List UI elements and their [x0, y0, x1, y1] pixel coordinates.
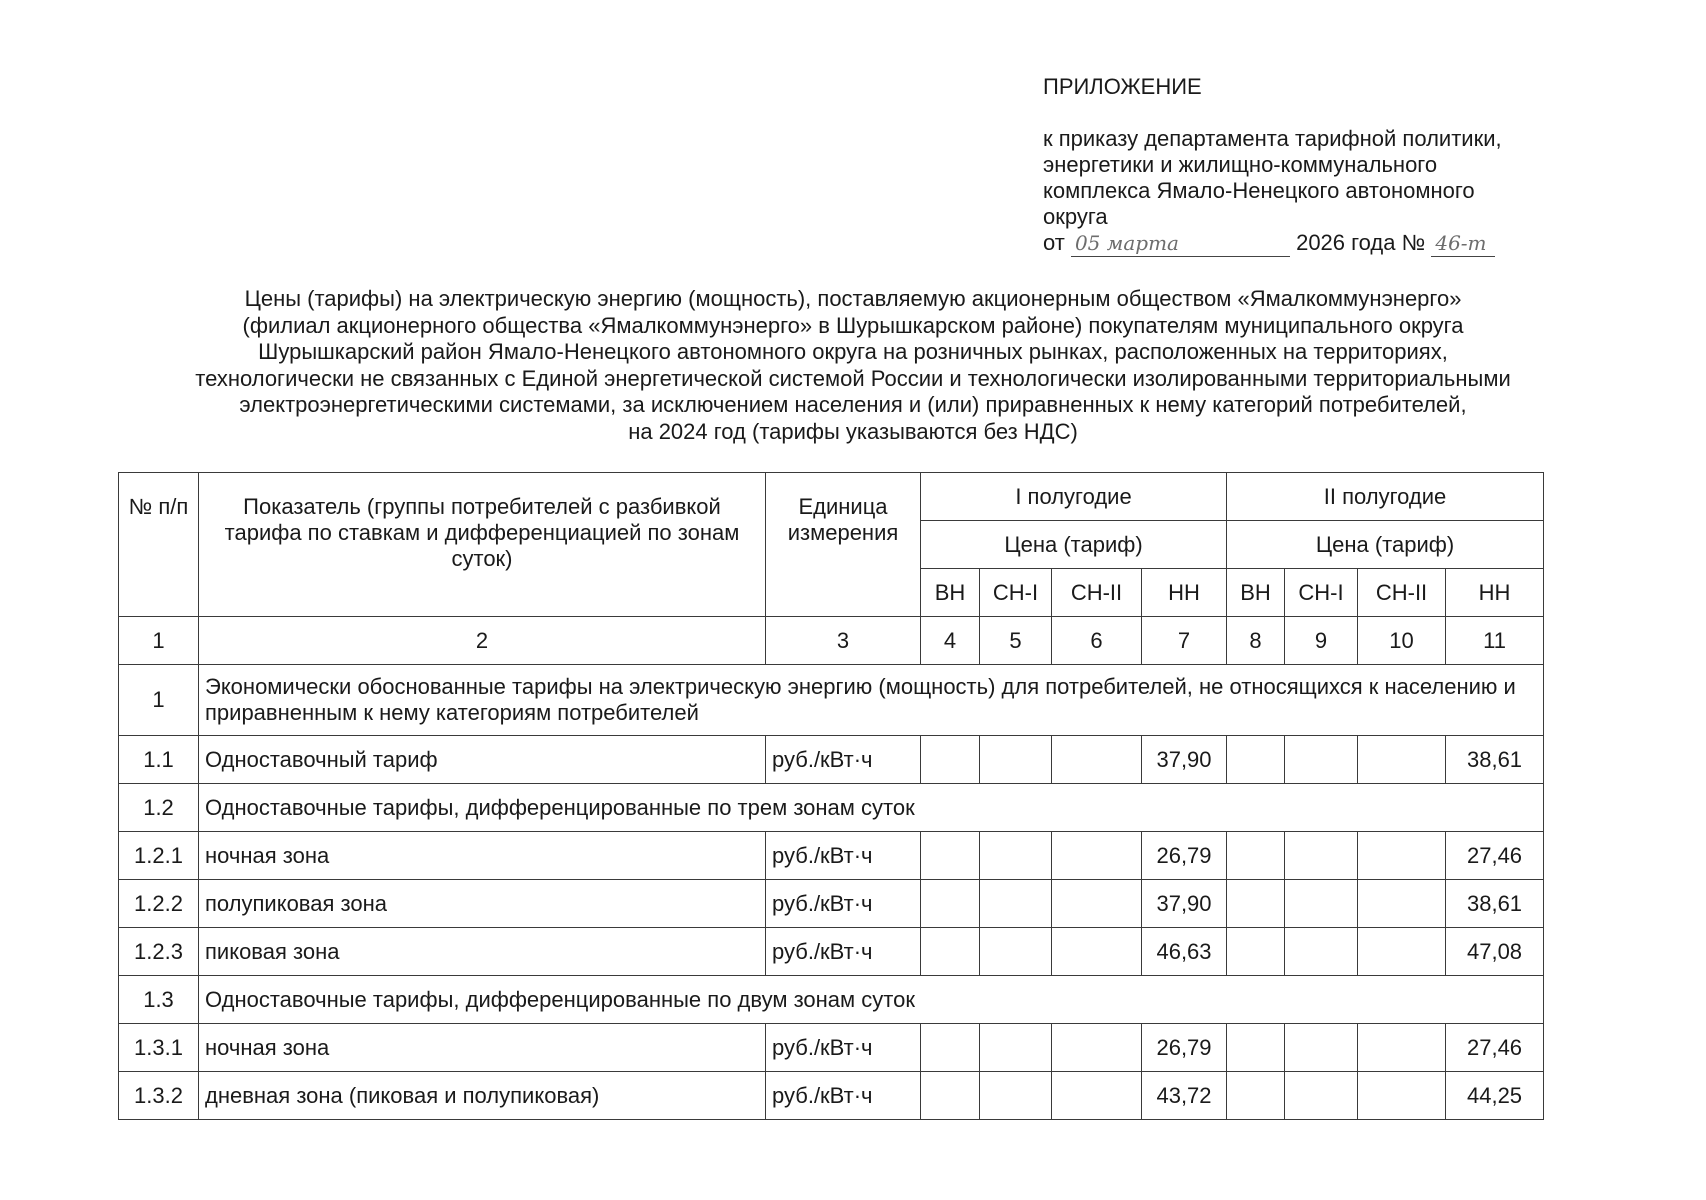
header-half1: I полугодие — [921, 473, 1227, 521]
header-level: ВН — [921, 569, 980, 617]
column-number: 1 — [119, 617, 199, 665]
cell-empty — [1227, 1072, 1285, 1120]
order-line: к приказу департамента тарифной политики, — [1043, 126, 1502, 151]
cell-h1-nn: 43,72 — [1142, 1072, 1227, 1120]
cell-h2-nn: 27,46 — [1446, 832, 1544, 880]
row-name: ночная зона — [199, 1024, 766, 1072]
header-level: ВН — [1227, 569, 1285, 617]
year-text: 2026 года № — [1296, 230, 1426, 255]
header-half2: II полугодие — [1227, 473, 1544, 521]
column-number: 7 — [1142, 617, 1227, 665]
row-num: 1.2.2 — [119, 880, 199, 928]
group-row — [119, 976, 1544, 1024]
table-row — [119, 832, 1544, 880]
cell-empty — [921, 880, 980, 928]
handwritten-order-number: 46-т — [1431, 230, 1495, 257]
cell-empty — [921, 1024, 980, 1072]
cell-empty — [980, 1024, 1052, 1072]
row-name: Одноставочный тариф — [199, 736, 766, 784]
cell-empty — [921, 832, 980, 880]
cell-empty — [1358, 928, 1446, 976]
title-line: технологически не связанных с Единой энергетической системой России и технологически изолированными территориальными — [195, 365, 1511, 391]
cell-empty — [1227, 880, 1285, 928]
row-unit: руб./кВт·ч — [766, 832, 921, 880]
cell-empty — [921, 1072, 980, 1120]
header-level: СН-I — [980, 569, 1052, 617]
cell-empty — [1358, 880, 1446, 928]
column-number: 3 — [766, 617, 921, 665]
title-line: электроэнергетическими системами, за исключением населения и (или) приравненных к нему категорий потребителей, — [239, 392, 1467, 417]
row-unit: руб./кВт·ч — [766, 880, 921, 928]
cell-empty — [1052, 1072, 1142, 1120]
row-unit: руб./кВт·ч — [766, 736, 921, 784]
cell-empty — [1052, 736, 1142, 784]
cell-h2-nn: 44,25 — [1446, 1072, 1544, 1120]
cell-h2-nn: 27,46 — [1446, 1024, 1544, 1072]
column-number: 4 — [921, 617, 980, 665]
cell-empty — [1227, 832, 1285, 880]
cell-empty — [1052, 1024, 1142, 1072]
tariff-table — [118, 472, 1544, 1120]
column-number: 10 — [1358, 617, 1446, 665]
cell-empty — [1285, 832, 1358, 880]
order-line: округа — [1043, 204, 1108, 229]
table-row — [119, 1024, 1544, 1072]
cell-empty — [1358, 832, 1446, 880]
group-description: Одноставочные тарифы, дифференцированные по трем зонам суток — [199, 784, 1544, 832]
row-num: 1.2.1 — [119, 832, 199, 880]
cell-empty — [1285, 1024, 1358, 1072]
column-number: 2 — [199, 617, 766, 665]
cell-empty — [980, 736, 1052, 784]
header-level: СН-II — [1358, 569, 1446, 617]
header-price: Цена (тариф) — [921, 521, 1227, 569]
cell-h2-nn: 38,61 — [1446, 736, 1544, 784]
row-num: 1.2 — [119, 784, 199, 832]
header-indicator: Показатель (группы потребителей с разбивкой тарифа по ставкам и дифференциацией по зонам суток) — [199, 473, 766, 617]
title-line: Шурышкарский район Ямало-Ненецкого автономного округа на розничных рынках, расположенных на территориях, — [258, 339, 1448, 364]
row-unit: руб./кВт·ч — [766, 928, 921, 976]
cell-empty — [1285, 1072, 1358, 1120]
row-num: 1.1 — [119, 736, 199, 784]
cell-empty — [1358, 1072, 1446, 1120]
cell-h1-nn: 37,90 — [1142, 736, 1227, 784]
order-line: энергетики и жилищно-коммунального — [1043, 152, 1438, 177]
cell-h1-nn: 46,63 — [1142, 928, 1227, 976]
title-line: (филиал акционерного общества «Ямалкоммунэнерго» в Шурышкарском районе) покупателям муниципального округа — [242, 312, 1464, 338]
appendix-heading: ПРИЛОЖЕНИЕ — [1043, 74, 1202, 99]
table-row — [119, 880, 1544, 928]
column-number-row — [119, 617, 1544, 665]
row-name: полупиковая зона — [199, 880, 766, 928]
header-level: НН — [1446, 569, 1544, 617]
cell-empty — [921, 928, 980, 976]
header-num: № п/п — [119, 473, 199, 617]
document-title — [80, 286, 1626, 445]
header-level: НН — [1142, 569, 1227, 617]
order-line: комплекса Ямало-Ненецкого автономного — [1043, 178, 1475, 203]
column-number: 11 — [1446, 617, 1544, 665]
column-number: 6 — [1052, 617, 1142, 665]
cell-h2-nn: 47,08 — [1446, 928, 1544, 976]
header-level: СН-I — [1285, 569, 1358, 617]
order-date-line — [1043, 230, 1603, 257]
row-num: 1.3.2 — [119, 1072, 199, 1120]
cell-empty — [1052, 928, 1142, 976]
table-row — [119, 928, 1544, 976]
cell-empty — [980, 1072, 1052, 1120]
row-name: ночная зона — [199, 832, 766, 880]
row-num: 1 — [119, 665, 199, 736]
row-unit: руб./кВт·ч — [766, 1024, 921, 1072]
header-unit: Единица измерения — [766, 473, 921, 617]
cell-empty — [1227, 1024, 1285, 1072]
cell-empty — [1052, 832, 1142, 880]
cell-h2-nn: 38,61 — [1446, 880, 1544, 928]
row-name: дневная зона (пиковая и полупиковая) — [199, 1072, 766, 1120]
cell-empty — [1285, 928, 1358, 976]
column-number: 9 — [1285, 617, 1358, 665]
row-num: 1.3 — [119, 976, 199, 1024]
row-num: 1.3.1 — [119, 1024, 199, 1072]
cell-empty — [1052, 880, 1142, 928]
title-line: на 2024 год (тарифы указываются без НДС) — [628, 418, 1078, 444]
cell-empty — [980, 832, 1052, 880]
column-number: 5 — [980, 617, 1052, 665]
cell-empty — [980, 880, 1052, 928]
cell-empty — [980, 928, 1052, 976]
row-num: 1.2.3 — [119, 928, 199, 976]
cell-h1-nn: 37,90 — [1142, 880, 1227, 928]
cell-empty — [1285, 736, 1358, 784]
cell-empty — [921, 736, 980, 784]
group-row — [119, 784, 1544, 832]
cell-empty — [1285, 880, 1358, 928]
row-name: пиковая зона — [199, 928, 766, 976]
section-row — [119, 665, 1544, 736]
appendix-block — [1043, 74, 1603, 257]
column-number: 8 — [1227, 617, 1285, 665]
cell-empty — [1227, 928, 1285, 976]
row-unit: руб./кВт·ч — [766, 1072, 921, 1120]
cell-h1-nn: 26,79 — [1142, 832, 1227, 880]
cell-empty — [1358, 736, 1446, 784]
cell-empty — [1358, 1024, 1446, 1072]
header-price: Цена (тариф) — [1227, 521, 1544, 569]
title-line: Цены (тарифы) на электрическую энергию (мощность), поставляемую акционерным обществом «Ямалкоммунэнерго» — [244, 286, 1462, 311]
group-description: Одноставочные тарифы, дифференцированные по двум зонам суток — [199, 976, 1544, 1024]
cell-h1-nn: 26,79 — [1142, 1024, 1227, 1072]
section-description: Экономически обоснованные тарифы на электрическую энергию (мощность) для потребителей, не относящихся к населению и приравненным к нему категориям потребителей — [199, 665, 1544, 736]
header-level: СН-II — [1052, 569, 1142, 617]
table-row — [119, 736, 1544, 784]
from-prefix: от — [1043, 230, 1065, 255]
cell-empty — [1227, 736, 1285, 784]
table-row — [119, 1072, 1544, 1120]
handwritten-date: 05 марта — [1071, 230, 1290, 257]
header-row — [119, 473, 1544, 521]
